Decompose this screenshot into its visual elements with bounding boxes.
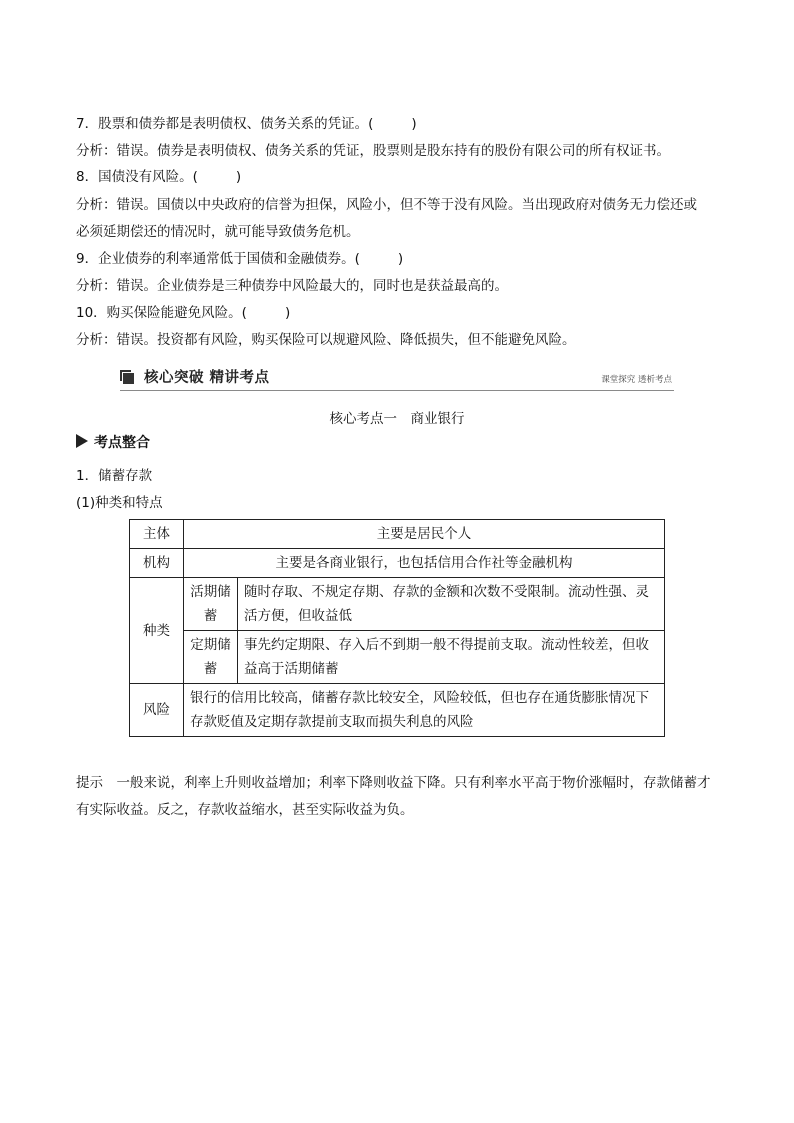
table-row <box>130 684 665 737</box>
analysis-8-line2: 必须延期偿还的情况时，就可能导致债务危机。 <box>76 224 360 240</box>
question-text: 9．企业债券的利率通常低于国债和金融债券。( <box>76 251 360 267</box>
subheading-savings: 1．储蓄存款 <box>76 468 153 484</box>
answer-bracket: ) <box>411 116 417 132</box>
tip-paragraph: 提示 一般来说，利率上升则收益增加；利率下降则收益下降。只有利率水平高于物价涨幅时，存款储蓄才有实际收益。反之，存款收益缩水，甚至实际收益为负。 <box>76 775 711 818</box>
row-value: 主要是居民个人 <box>184 520 665 549</box>
question-8 <box>76 168 241 186</box>
table-row <box>130 631 665 684</box>
answer-bracket: ) <box>284 305 291 321</box>
question-text: 10．购买保险能避免风险。( <box>76 305 247 321</box>
row-sublabel: 定期储蓄 <box>184 631 238 684</box>
section-heading-text: 考点整合 <box>94 435 150 451</box>
play-triangle-icon <box>76 434 88 448</box>
banner-subtitle: 课堂探究 透析考点 <box>601 375 672 385</box>
book-icon <box>120 370 134 384</box>
answer-bracket: ) <box>397 251 404 267</box>
row-sublabel: 活期储蓄 <box>184 578 238 631</box>
answer-bracket: ) <box>235 169 242 185</box>
question-9 <box>76 250 403 268</box>
table-row <box>130 549 665 578</box>
analysis-9: 分析：错误。企业债券是三种债券中风险最大的，同时也是获益最高的。 <box>76 278 508 294</box>
row-label: 主体 <box>130 520 184 549</box>
row-value: 主要是各商业银行，也包括信用合作社等金融机构 <box>184 549 665 578</box>
savings-table <box>129 519 665 737</box>
subheading-types: (1)种类和特点 <box>76 495 163 511</box>
table-row <box>130 578 665 631</box>
analysis-10: 分析：错误。投资都有风险，购买保险可以规避风险、降低损失，但不能避免风险。 <box>76 332 576 348</box>
row-label: 机构 <box>130 549 184 578</box>
table-row <box>130 520 665 549</box>
row-value: 银行的信用比较高，储蓄存款比较安全，风险较低，但也存在通货膨胀情况下存款贬值及定期存款提前支取而损失利息的风险 <box>184 684 665 737</box>
section-banner <box>120 368 674 391</box>
row-label: 风险 <box>130 684 184 737</box>
analysis-8-line1: 分析：错误。国债以中央政府的信誉为担保，风险小，但不等于没有风险。当出现政府对债务无力偿还或 <box>76 197 697 213</box>
row-label: 种类 <box>130 578 184 684</box>
row-value: 事先约定期限、存入后不到期一般不得提前支取。流动性较差，但收益高于活期储蓄 <box>238 631 665 684</box>
row-value: 随时存取、不规定存期、存款的金额和次数不受限制。流动性强、灵活方便，但收益低 <box>238 578 665 631</box>
analysis-7: 分析：错误。债券是表明债权、债务关系的凭证，股票则是股东持有的股份有限公司的所有权证书。 <box>76 143 670 159</box>
question-10 <box>76 304 290 322</box>
section-heading <box>76 434 150 452</box>
question-text: 7．股票和债券都是表明债权、债务关系的凭证。( <box>76 116 374 132</box>
topic-heading: 核心考点一 商业银行 <box>329 411 465 427</box>
question-7 <box>76 115 417 133</box>
question-text: 8．国债没有风险。( <box>76 169 198 185</box>
banner-title: 核心突破 精讲考点 <box>144 370 270 386</box>
